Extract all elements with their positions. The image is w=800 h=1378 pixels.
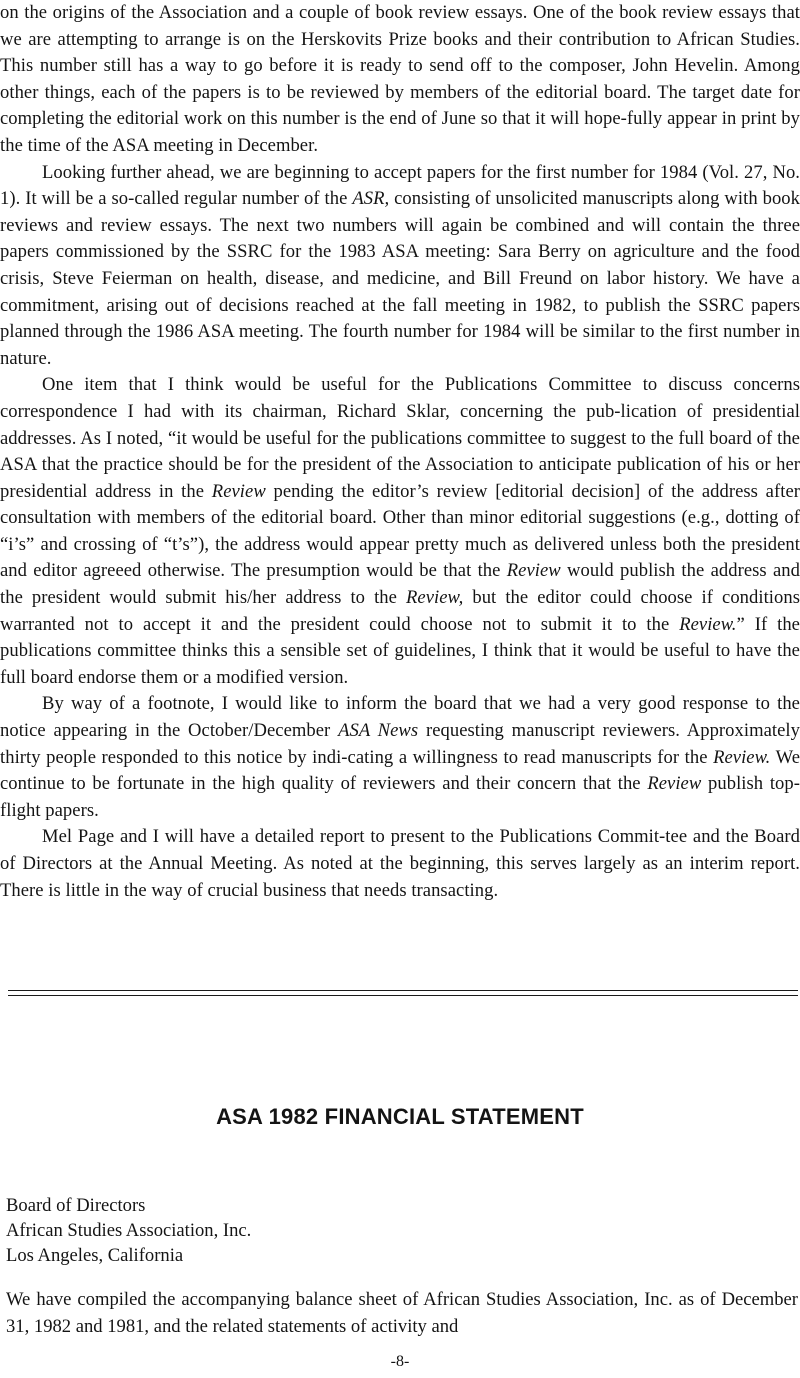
divider-line-top [8,990,798,991]
text-run: By way of a footnote, I would like to inform the board that we had a very good response to the notice appearing in the October/December [0,693,800,742]
text-run: requesting manuscript reviewers. Approximately thirty people responded to this notice by indi-cating a willingness to read manuscripts for the [0,720,800,768]
addressee-block [6,1193,251,1268]
text-run: but the editor could choose if conditions warranted not to accept it and the president could choose not to submit it to the [0,587,800,635]
text-run: ” If the publications committee thinks this a sensible set of guidelines, I think that it would be useful to have the full board endorse them or a modified version. [0,613,800,688]
addressee-line: African Studies Association, Inc. [6,1220,252,1241]
statement-opening-paragraph: We have compiled the accompanying balance sheet of African Studies Association, Inc. as of December 31, 1982 and 1981, and the related statements of activity and [6,1289,798,1337]
italic-title-run: Review. [679,613,737,635]
section-divider [8,990,798,996]
italic-title-run: Review [506,560,561,582]
body-paragraph [0,372,800,691]
text-run: consisting of unsolicited manuscripts along with book reviews and review essays. The next two numbers will again be combined and will contain the three papers commissioned by the SSRC for the 1983 ASA meeting: Sara Berry on agriculture and the food crisis, Steve Feierman on health, disease, and medicine, and Bill Freund on labor history. We have a commitment, arising out of decisions reached at the fall meeting in 1982, to publish the SSRC papers planned through the 1986 ASA meeting. The fourth number for 1984 will be similar to the first number in nature. [0,188,800,369]
page-number: -8- [390,1353,410,1370]
text-run: would publish the address and the president would submit his/her address to the [0,560,800,609]
italic-title-run: ASR, [352,188,390,210]
body-paragraph [0,824,800,904]
text-run: on the origins of the Association and a couple of book review essays. One of the book review essays that we are attempting to arrange is on the Herskovits Prize books and their contribution to African Studies. This number still has a way to go before it is ready to send off to the composer, John Hevelin. Among other things, each of the papers is to be reviewed by members of the editorial board. The target date for completing the editorial work on this number is the end of June so that it will hope-fully appear in print by the time of the ASA meeting in December. [0,2,800,156]
italic-title-run: Review, [406,587,464,609]
addressee-line: Los Angeles, California [6,1245,184,1266]
italic-title-run: Review [211,480,266,502]
body-paragraph [0,0,800,160]
italic-title-run: Review. [713,746,771,768]
text-run: One item that I think would be useful for the Publications Committee to discuss concerns correspondence I had with its chairman, Richard Sklar, concerning the pub-lication of presidential addresses. As I noted, “it would be useful for the publications committee to suggest to the full board of the ASA that the practice should be for the president of the Association to anticipate publication of his or her presidential address in the [0,374,800,502]
text-run: Looking further ahead, we are beginning to accept papers for the first number for 1984 (Vol. 27, No. 1). It will be a so-called regular number of the [0,161,800,210]
text-run: We continue to be fortunate in the high quality of reviewers and their concern that the [0,746,800,795]
text-run: Mel Page and I will have a detailed report to present to the Publications Commit-tee and the Board of Directors at the Annual Meeting. As noted at the beginning, this serves largely as an interim report. There is little in the way of crucial business that needs transacting. [0,826,800,901]
text-run: pending the editor’s review [editorial decision] of the address after consultation with members of the editorial board. Other than minor editorial suggestions (e.g., dotting of “i’s” and crossing of “t’s”), the address would appear pretty much as delivered unless both the president and editor agreeed otherwise. The presumption would be that the [0,480,800,582]
text-run: publish top-flight papers. [0,773,800,821]
italic-title-run: ASA News [338,720,419,742]
section-title: ASA 1982 FINANCIAL STATEMENT [216,1104,584,1129]
addressee-line: Board of Directors [6,1195,146,1216]
body-paragraph [0,160,800,373]
body-paragraph [0,691,800,824]
divider-line-bottom [8,995,798,996]
italic-title-run: Review [647,773,702,795]
